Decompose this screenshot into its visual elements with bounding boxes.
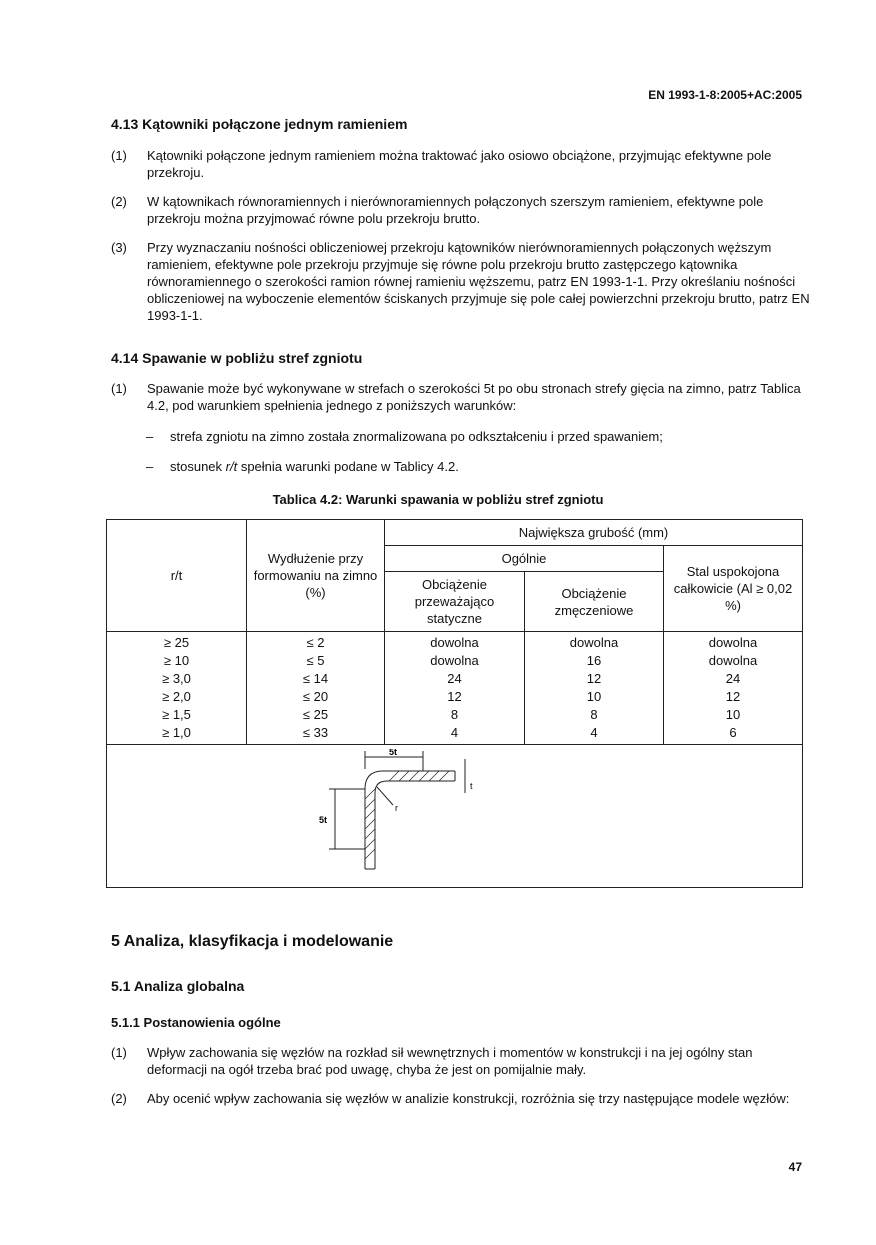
table-cell: ≤ 2 [306,635,325,650]
static-load-values [385,632,525,745]
table-cell: 6 [729,725,737,740]
table-cell: dowolna [569,635,619,650]
paragraph-4-13-3 [111,239,811,324]
table-cell: ≤ 14 [302,671,329,686]
variable-rt: r/t [225,459,238,474]
table-cell: ≥ 1,5 [162,707,191,722]
paragraph-number: (3) [111,240,127,255]
header-fatigue-load: Obciążenie zmęczeniowe [525,572,664,632]
paragraph-number: (1) [111,381,127,396]
paragraph-text: Kątowniki połączone jednym ramieniem można traktować jako osiowo obciążone, przyjmując efektywne pole przekroju. [147,148,772,180]
table-cell: 24 [725,671,741,686]
paragraph-number: (1) [111,1045,127,1060]
bent-profile-inner [375,781,455,869]
table-cell: 10 [586,689,602,704]
table-cell: 12 [725,689,741,704]
paragraph-number: (2) [111,1091,127,1106]
table-cell: ≥ 1,0 [162,725,191,740]
label-5t-top: 5t [388,749,397,757]
table-cell: 4 [590,725,598,740]
table-cell: 10 [725,707,741,722]
paragraph-text: Spawanie może być wykonywane w strefach o szerokości 5t po obu stronach strefy gięcia na zimno, patrz Tablica 4.2, pod warunkiem spełnienia jednego z poniższych warunków: [147,381,801,413]
fatigue-load-values [525,632,664,745]
table-cell: ≥ 3,0 [162,671,191,686]
bullet-text [170,458,459,475]
table-caption: Tablica 4.2: Warunki spawania w pobliżu stref zgniotu [272,492,604,507]
table-cell: 24 [447,671,462,686]
table-cell: ≥ 2,0 [162,689,191,704]
label-t: t [469,781,473,791]
table-cell: 12 [586,671,602,686]
header-elongation: Wydłużenie przy formowaniu na zimno (%) [247,520,385,632]
paragraph-4-14-1 [111,380,811,414]
paragraph-text: Przy wyznaczaniu nośności obliczeniowej przekroju kątowników nierównoramiennych połączonych węższym ramieniem, efektywne pole przekroju przyjmuje się równe polu przekroju brutto zastępczego kątownika równoramiennego o szerokości ramion równej ramieniu węższemu, patrz EN 1993-1-1. Przy określaniu nośności obliczeniowej na wyboczenie elementów ściskanych przyjmuje się pole całej powierzchni przekroju brutto, patrz EN 1993-1-1. [147,240,810,323]
header-killed-steel: Stal uspokojona całkowicie (Al ≥ 0,02 %) [664,546,803,632]
table-cell: ≥ 10 [163,653,190,668]
table-cell: 16 [586,653,602,668]
paragraph-5-1-1-2 [111,1090,811,1124]
section-5-1-1-heading: 5.1.1 Postanowienia ogólne [111,1015,281,1030]
table-cell: dowolna [430,635,479,650]
section-4-14-heading: 4.14 Spawanie w pobliżu stref zgniotu [111,350,363,366]
table-cell: ≤ 33 [302,725,329,740]
bullet-text-post: spełnia warunki podane w Tablicy 4.2. [237,459,459,474]
table-cell: dowolna [430,653,479,668]
table-cell: ≤ 25 [302,707,329,722]
table-cell: dowolna [708,635,758,650]
section-4-13-heading: 4.13 Kątowniki połączone jednym ramieniem [111,116,408,132]
paragraph-text: W kątownikach równoramiennych i nierównoramiennych połączonych szerszym ramieniem, efektywne pole przekroju można przyjmować równe polu przekroju brutto. [147,194,764,226]
label-5t-side: 5t [318,815,327,825]
header-rt: r/t [107,520,247,632]
paragraph-4-13-2 [111,193,811,227]
radius-arrow [377,787,393,805]
table-cell: ≤ 20 [302,689,329,704]
standard-reference: EN 1993-1-8:2005+AC:2005 [648,88,802,102]
bullet-dash: – [146,459,154,474]
killed-steel-values [664,632,803,745]
bullet-text: strefa zgniotu na zimno została znormalizowana po odkształceniu i przed spawaniem; [170,429,663,444]
label-r: r [394,803,398,813]
page-number: 47 [788,1160,802,1174]
chapter-5-heading: 5 Analiza, klasyfikacja i modelowanie [111,933,394,950]
header-static-load: Obciążenie przeważająco statyczne [385,572,525,632]
section-5-1-heading: 5.1 Analiza globalna [111,978,245,994]
paragraph-text: Aby ocenić wpływ zachowania się węzłów w analizie konstrukcji, rozróżnia się trzy następujące modele węzłów: [147,1091,790,1106]
table-cell: dowolna [708,653,758,668]
paragraph-number: (2) [111,194,127,209]
paragraph-text: Wpływ zachowania się węzłów na rozkład sił wewnętrznych i momentów w konstrukcji i na jej ogólny stan deformacji na ogół trzeba brać pod uwagę, chyba że jest on pomijalnie mały. [147,1045,753,1077]
table-cell: 12 [447,689,462,704]
bullet-text-pre: stosunek [170,459,226,474]
table-cell: ≤ 5 [306,653,325,668]
table-cell: 4 [450,725,459,740]
header-max-thickness: Największa grubość (mm) [385,520,803,546]
bent-profile-outer [365,771,455,869]
header-general: Ogólnie [385,546,664,572]
elongation-values [247,632,385,745]
paragraph-4-13-1 [111,147,811,181]
table-cell: 8 [590,707,598,722]
cold-formed-zone-diagram [305,749,605,879]
paragraph-5-1-1-1 [111,1044,811,1078]
paragraph-number: (1) [111,148,127,163]
figure-cell [107,745,803,888]
welding-conditions-table [106,519,803,888]
table-cell: ≥ 25 [163,635,190,650]
rt-values [107,632,247,745]
table-cell: 8 [450,707,459,722]
bullet-dash: – [146,429,154,444]
